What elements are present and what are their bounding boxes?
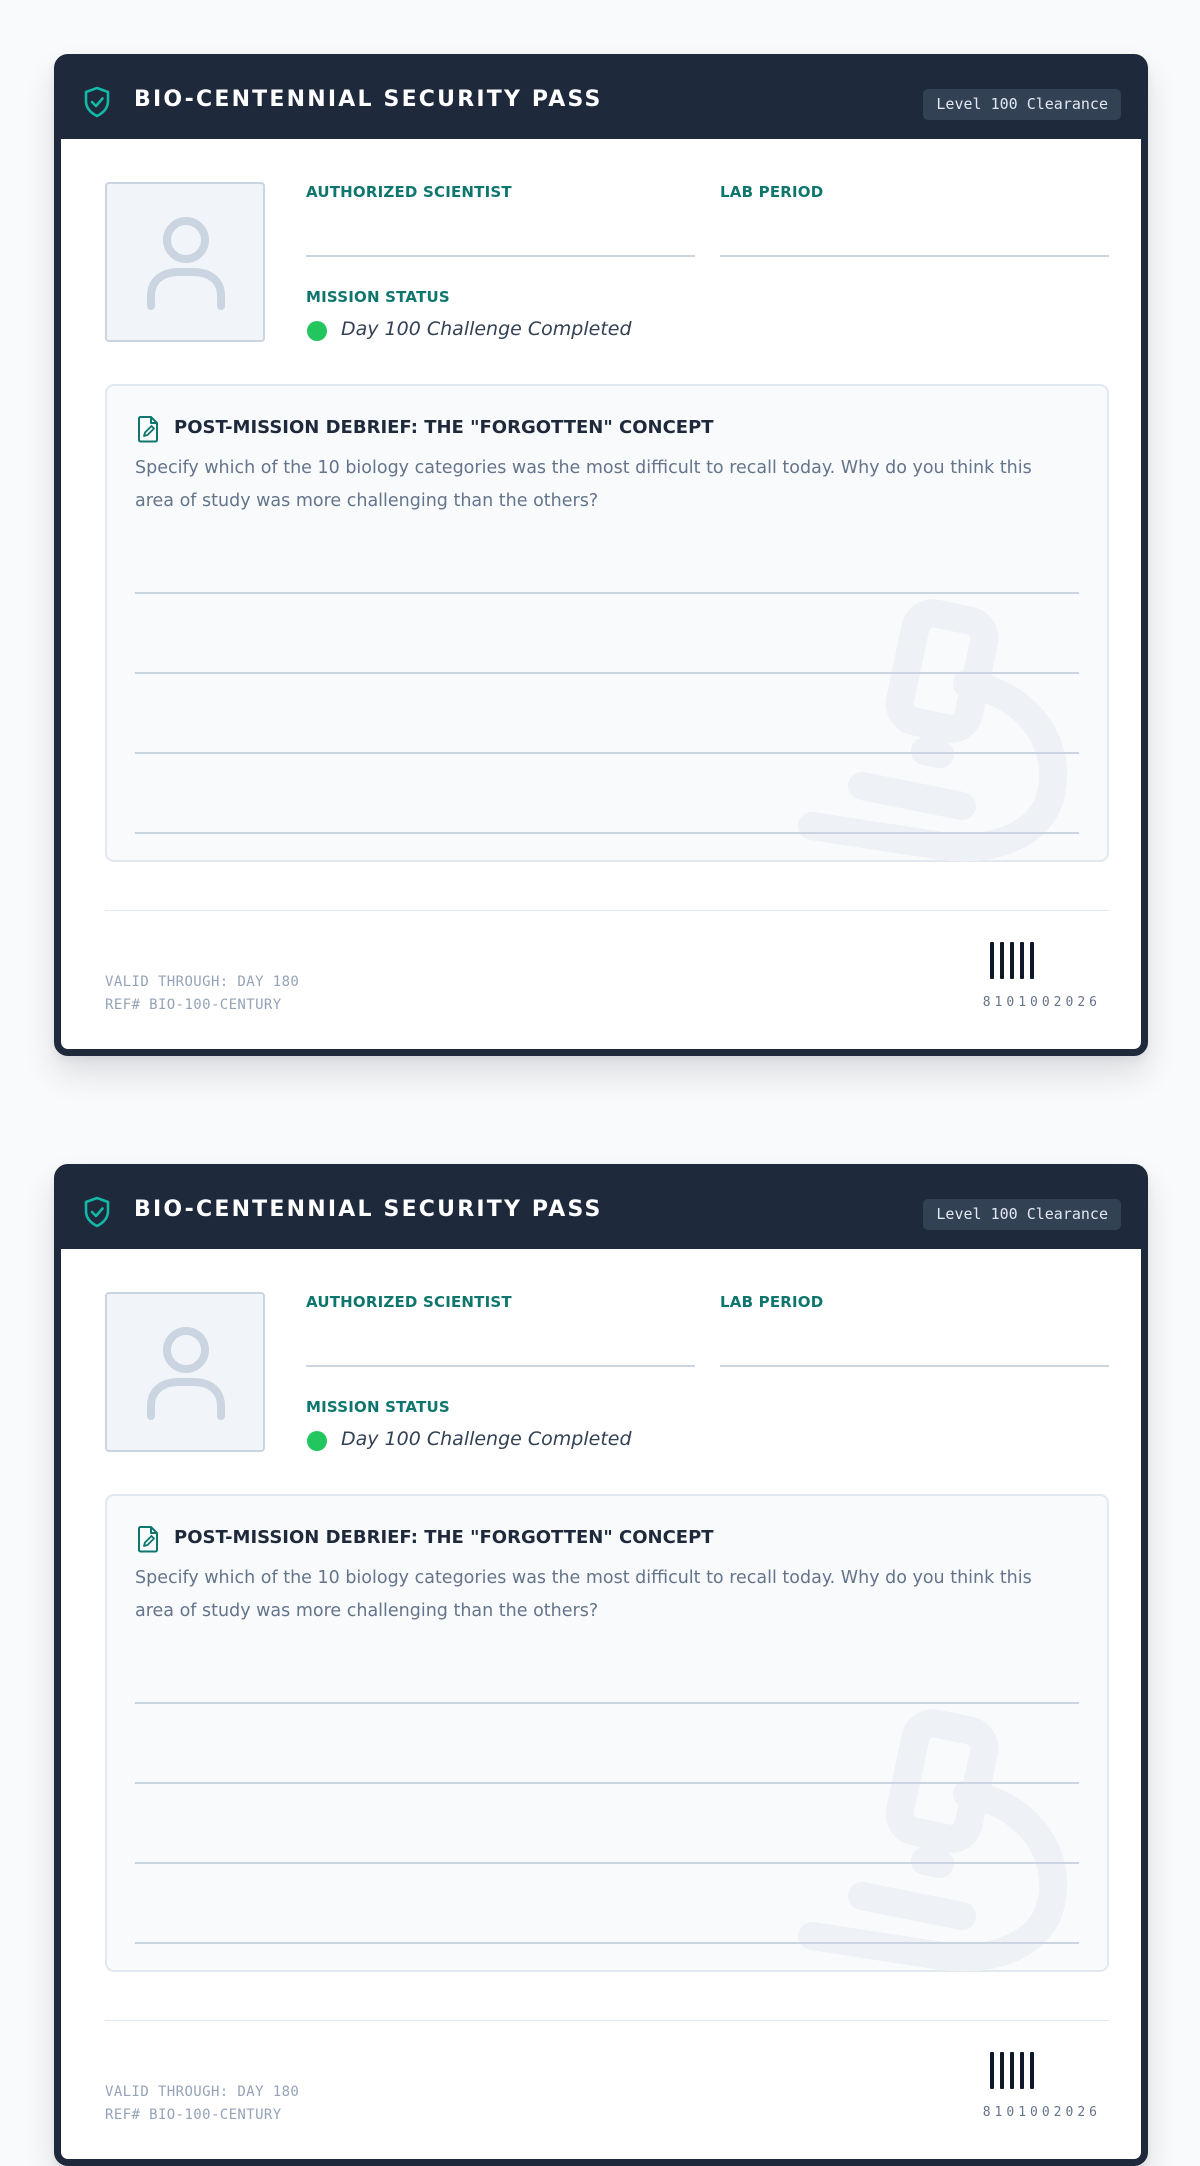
clearance-badge: Level 100 Clearance [923,89,1121,120]
clearance-badge: Level 100 Clearance [923,1199,1121,1230]
answer-line[interactable] [135,1702,1079,1704]
mission-status-value: Day 100 Challenge Completed [341,1428,632,1450]
footer-divider [105,2020,1109,2021]
debrief-prompt: Specify which of the 10 biology categories was the most difficult to recall today. Why do you think this area of study was more challenging than the others? [135,458,1032,511]
photo-placeholder [105,182,265,342]
scientist-label: AUTHORIZED SCIENTIST [306,1293,512,1311]
footer-info [105,971,299,1017]
debrief-section [105,384,1109,862]
security-pass-card [54,54,1148,1056]
scientist-name-field[interactable] [306,1365,695,1367]
user-silhouette-icon [143,1326,229,1422]
security-pass-card [54,1164,1148,2166]
ref-number-text: REF# BIO-100-CENTURY [105,997,282,1013]
document-pen-icon [136,1525,160,1553]
footer-divider [105,910,1109,911]
status-indicator-dot [307,321,327,341]
user-silhouette-icon [143,216,229,312]
debrief-prompt: Specify which of the 10 biology categories was the most difficult to recall today. Why do you think this area of study was more challenging than the others? [135,1568,1032,1621]
pass-title: BIO-CENTENNIAL SECURITY PASS [134,87,603,112]
microscope-icon [792,1686,1092,1976]
lab-period-label: LAB PERIOD [720,183,824,201]
mission-status-label: MISSION STATUS [306,1398,450,1416]
photo-placeholder [105,1292,265,1452]
lab-period-field[interactable] [720,1365,1109,1367]
pass-title: BIO-CENTENNIAL SECURITY PASS [134,1197,603,1222]
document-pen-icon [136,415,160,443]
barcode-icon [990,942,1035,979]
lab-period-field[interactable] [720,255,1109,257]
answer-line[interactable] [135,832,1079,834]
debrief-title: POST-MISSION DEBRIEF: THE "FORGOTTEN" CONCEPT [174,1527,714,1548]
ref-number-text: REF# BIO-100-CENTURY [105,2107,282,2123]
valid-through-text: VALID THROUGH: DAY 180 [105,974,300,990]
barcode-number: 8101002026 [982,995,1101,1010]
barcode-number: 8101002026 [982,2105,1101,2120]
shield-check-icon [83,1196,111,1228]
lab-period-label: LAB PERIOD [720,1293,824,1311]
valid-through-text: VALID THROUGH: DAY 180 [105,2084,300,2100]
mission-status-value: Day 100 Challenge Completed [341,318,632,340]
card-header [61,61,1141,139]
scientist-label: AUTHORIZED SCIENTIST [306,183,512,201]
barcode-icon [990,2052,1035,2089]
answer-line[interactable] [135,752,1079,754]
answer-line[interactable] [135,1782,1079,1784]
status-indicator-dot [307,1431,327,1451]
scientist-name-field[interactable] [306,255,695,257]
mission-status-label: MISSION STATUS [306,288,450,306]
footer-info [105,2081,299,2127]
answer-line[interactable] [135,592,1079,594]
microscope-icon [792,576,1092,866]
card-header [61,1171,1141,1249]
answer-line[interactable] [135,1862,1079,1864]
debrief-title: POST-MISSION DEBRIEF: THE "FORGOTTEN" CONCEPT [174,417,714,438]
answer-line[interactable] [135,1942,1079,1944]
shield-check-icon [83,86,111,118]
answer-line[interactable] [135,672,1079,674]
debrief-section [105,1494,1109,1972]
